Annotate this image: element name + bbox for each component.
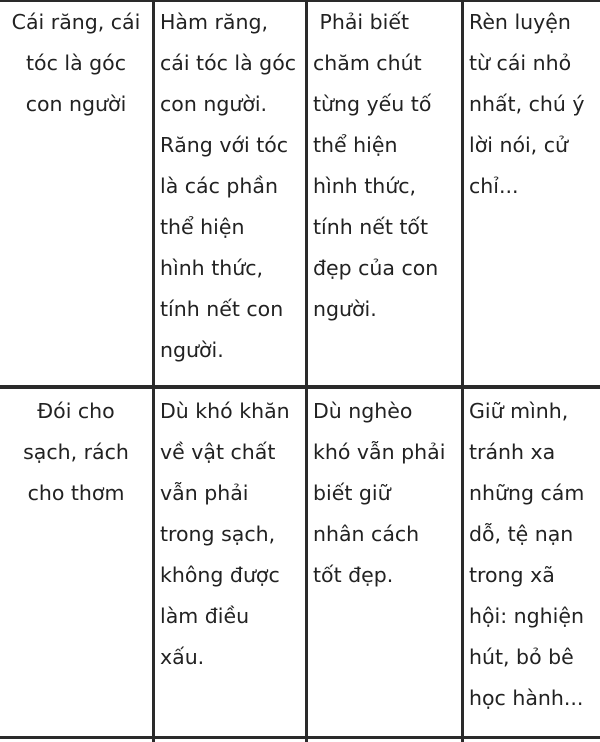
column-divider-1 <box>152 0 155 742</box>
row-divider-bottom <box>0 736 600 739</box>
column-divider-3 <box>461 0 464 742</box>
table-cell-proverb: Cái răng, cái tóc là góc con người <box>11 10 141 116</box>
table-cell-action: Giữ mình, tránh xa những cám dỗ, tệ nạn trong xã hội: nghiện hút, bỏ bê học hành... <box>469 399 585 710</box>
column-divider-2 <box>305 0 308 742</box>
table-cell-meaning: Dù khó khăn về vật chất vẫn phải trong sạch, không được làm điều xấu. <box>160 399 290 669</box>
table-cell-lesson: Dù nghèo khó vẫn phải biết giữ nhân cách tốt đẹp. <box>313 399 446 587</box>
table-cell-lesson: Phải biết chăm chút từng yếu tố thể hiện hình thức, tính nết tốt đẹp của con người. <box>313 10 439 321</box>
table-cell-meaning: Hàm răng, cái tóc là góc con người. Răng với tóc là các phần thể hiện hình thức, tính nết con người. <box>160 10 297 362</box>
row-divider-middle <box>0 385 600 389</box>
table-cell-action: Rèn luyện từ cái nhỏ nhất, chú ý lời nói, cử chỉ... <box>469 10 585 198</box>
table-cell-proverb: Đói cho sạch, rách cho thơm <box>23 399 129 505</box>
